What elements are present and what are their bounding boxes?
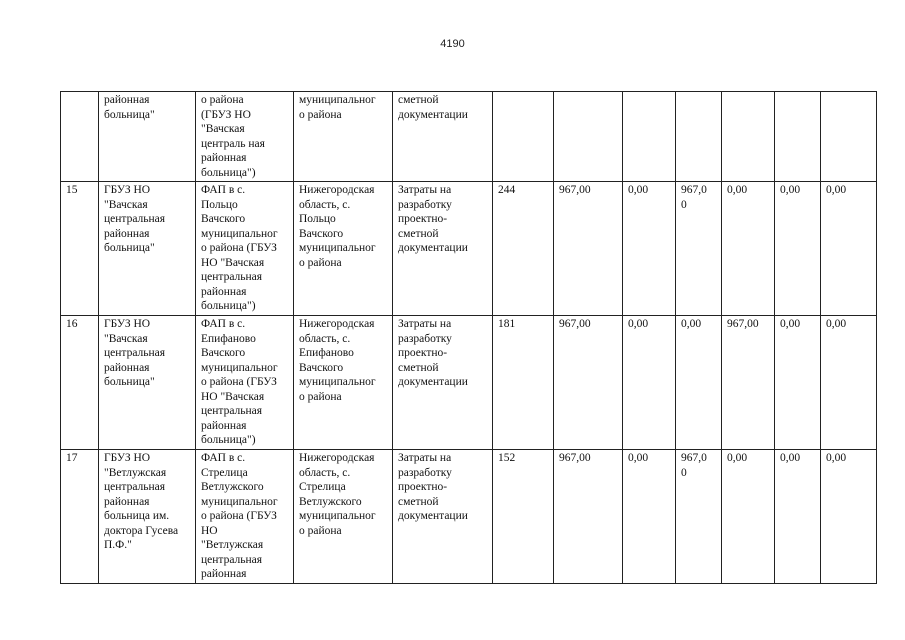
cell-purpose: Затраты на разработку проектно- сметной документации (393, 316, 493, 450)
cell-value: 0,00 (623, 182, 676, 316)
cell-value (493, 92, 554, 182)
cell-value: 244 (493, 182, 554, 316)
cell-purpose: Затраты на разработку проектно- сметной документации (393, 450, 493, 584)
cell-location: муниципальног о района (294, 92, 393, 182)
cell-value (676, 92, 722, 182)
cell-value: 967,00 (554, 450, 623, 584)
cell-value: 152 (493, 450, 554, 584)
cell-value: 967,0 0 (676, 450, 722, 584)
cell-value: 967,00 (554, 182, 623, 316)
table-row (61, 182, 877, 316)
cell-value: 0,00 (775, 316, 821, 450)
cell-value: 967,0 0 (676, 182, 722, 316)
cell-value: 0,00 (821, 450, 877, 584)
table-row (61, 92, 877, 182)
cell-value: 0,00 (775, 450, 821, 584)
cell-object: ФАП в с. Епифаново Вачского муниципальног о района (ГБУЗ НО "Вачская центральная районная больница") (196, 316, 294, 450)
cell-organization: районная больница" (99, 92, 196, 182)
cell-number: 15 (61, 182, 99, 316)
cell-value: 0,00 (722, 182, 775, 316)
cell-number: 17 (61, 450, 99, 584)
cell-number (61, 92, 99, 182)
facilities-table (60, 91, 877, 584)
cell-purpose: сметной документации (393, 92, 493, 182)
cell-number: 16 (61, 316, 99, 450)
table-row (61, 450, 877, 584)
cell-location: Нижегородская область, с. Стрелица Ветлужского муниципальног о района (294, 450, 393, 584)
cell-value (775, 92, 821, 182)
cell-organization: ГБУЗ НО "Ветлужская центральная районная больница им. доктора Гусева П.Ф." (99, 450, 196, 584)
cell-value (722, 92, 775, 182)
cell-value: 0,00 (676, 316, 722, 450)
cell-organization: ГБУЗ НО "Вачская центральная районная больница" (99, 316, 196, 450)
cell-location: Нижегородская область, с. Епифаново Вачского муниципальног о района (294, 316, 393, 450)
cell-value: 0,00 (821, 316, 877, 450)
cell-value: 0,00 (623, 450, 676, 584)
cell-value: 0,00 (722, 450, 775, 584)
cell-value (554, 92, 623, 182)
cell-value: 967,00 (554, 316, 623, 450)
cell-location: Нижегородская область, с. Польцо Вачского муниципальног о района (294, 182, 393, 316)
cell-value: 181 (493, 316, 554, 450)
cell-value: 0,00 (623, 316, 676, 450)
cell-value: 967,00 (722, 316, 775, 450)
cell-value: 0,00 (821, 182, 877, 316)
table-row (61, 316, 877, 450)
cell-organization: ГБУЗ НО "Вачская центральная районная больница" (99, 182, 196, 316)
cell-value (623, 92, 676, 182)
cell-value (821, 92, 877, 182)
cell-object: ФАП в с. Стрелица Ветлужского муниципальног о района (ГБУЗ НО "Ветлужская центральная районная (196, 450, 294, 584)
cell-purpose: Затраты на разработку проектно- сметной документации (393, 182, 493, 316)
cell-object: о района (ГБУЗ НО "Вачская централь ная районная больница") (196, 92, 294, 182)
page-number: 4190 (440, 38, 465, 50)
cell-object: ФАП в с. Польцо Вачского муниципальног о района (ГБУЗ НО "Вачская центральная районная больница") (196, 182, 294, 316)
cell-value: 0,00 (775, 182, 821, 316)
